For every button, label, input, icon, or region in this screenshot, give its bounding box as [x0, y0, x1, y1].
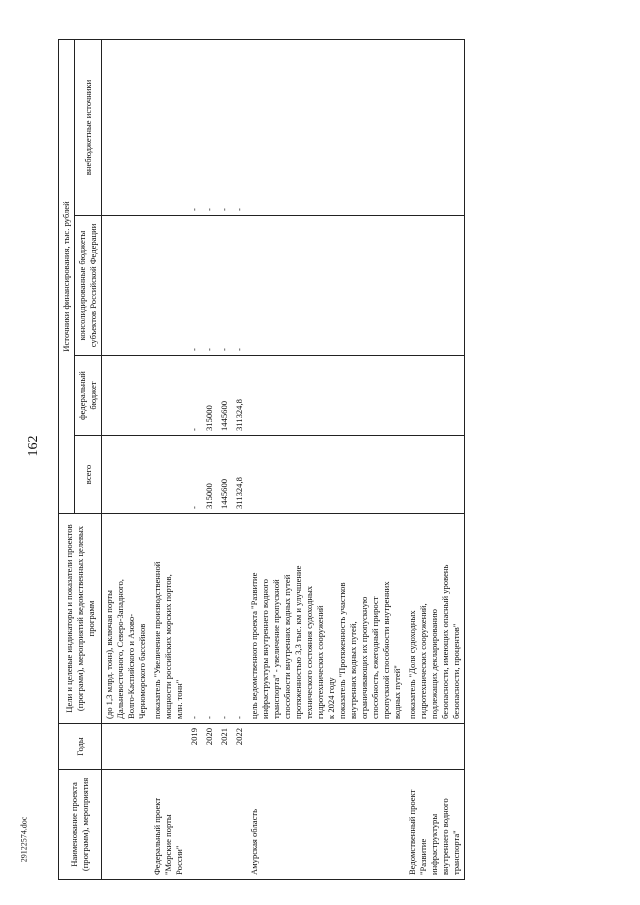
cell-federal [405, 356, 465, 436]
cell-total: 1445600 [217, 436, 232, 514]
cell-year: 2021 [217, 724, 232, 770]
cell-goal: - [232, 514, 247, 724]
cell-goal: цель ведомственного проекта "Развитие инфраструктуры внутреннего водного транспорта" - увеличение пропускной способности внутренних водных путей протяженностью 3,3 тыс. км и улучшение технического состояния судоходных гидротехнических сооружений к 2024 году показатель "Протяженность участков внутренних водных путей, ограничивающих их пропускную способность, ежегодный прирост пропускной способности внутренних водных путей" [247, 514, 405, 724]
cell-federal: 311324,8 [232, 356, 247, 436]
cell-federal: 315000 [202, 356, 217, 436]
cell-total [102, 436, 151, 514]
cell-total [150, 436, 187, 514]
cell-name [102, 770, 151, 880]
header-funding-sources: Источники финансирования, тыс. рублей [59, 39, 75, 513]
cell-name [217, 770, 232, 880]
cell-name [232, 770, 247, 880]
document-code: 29122574.doc [19, 816, 29, 863]
cell-federal [102, 356, 151, 436]
cell-extra: - [187, 39, 202, 215]
cell-total [405, 436, 465, 514]
cell-extra [150, 39, 187, 215]
cell-name [202, 770, 217, 880]
cell-regional [150, 216, 187, 356]
page-number: 162 [26, 435, 41, 457]
cell-extra [405, 39, 465, 215]
cell-extra: - [202, 39, 217, 215]
rotated-table-container [58, 40, 598, 880]
header-years: Годы [59, 724, 102, 770]
cell-goal: - [187, 514, 202, 724]
header-federal-budget: федеральный бюджет [75, 356, 102, 436]
table-row [202, 39, 217, 879]
funding-table [58, 39, 465, 880]
header-total: всего [75, 436, 102, 514]
cell-year [102, 724, 151, 770]
cell-total: 315000 [202, 436, 217, 514]
cell-regional [405, 216, 465, 356]
cell-total [247, 436, 405, 514]
cell-year [405, 724, 465, 770]
table-row [102, 39, 151, 879]
cell-year [247, 724, 405, 770]
cell-federal [247, 356, 405, 436]
cell-goal: (до 1,3 млрд. тонн), включая порты Дальневосточного, Северо-Западного, Волго-Каспийского и Азово- Черноморского бассейнов [102, 514, 151, 724]
cell-regional [102, 216, 151, 356]
cell-extra: - [232, 39, 247, 215]
table-row [187, 39, 202, 879]
cell-extra [102, 39, 151, 215]
cell-goal: показатель "Доля судоходных гидротехнических сооружений, подлежащих декларированию безопасности, имеющих опасный уровень безопасности, процентов" [405, 514, 465, 724]
header-regional-budgets: консолидированные бюджеты субъектов Российской Федерации [75, 216, 102, 356]
cell-total: - [187, 436, 202, 514]
cell-name: Ведомственный проект "Развитие инфраструктуры внутреннего водного транспорта" [405, 770, 465, 880]
cell-year [150, 724, 187, 770]
cell-name [187, 770, 202, 880]
cell-extra: - [217, 39, 232, 215]
cell-regional: - [187, 216, 202, 356]
cell-regional [247, 216, 405, 356]
cell-year: 2019 [187, 724, 202, 770]
cell-federal: 1445600 [217, 356, 232, 436]
header-extrabudgetary: внебюджетные источники [75, 39, 102, 215]
cell-year: 2020 [202, 724, 217, 770]
cell-goal: - [217, 514, 232, 724]
cell-regional: - [217, 216, 232, 356]
cell-total: 311324,8 [232, 436, 247, 514]
cell-regional: - [232, 216, 247, 356]
cell-federal [150, 356, 187, 436]
table-row [405, 39, 465, 879]
cell-year: 2022 [232, 724, 247, 770]
cell-regional: - [202, 216, 217, 356]
table-row [150, 39, 187, 879]
table-row [247, 39, 405, 879]
table-row [217, 39, 232, 879]
header-goals: Цели и целевые индикаторы и показатели проектов (программ), мероприятий ведомственных целевых программ [59, 514, 102, 724]
table-row [232, 39, 247, 879]
header-project-name: Наименование проекта (программ), мероприятия [59, 770, 102, 880]
cell-name: Федеральный проект "Морские порты России" [150, 770, 187, 880]
cell-goal: показатель "Увеличение производственной мощности российских морских портов, млн. тонн" [150, 514, 187, 724]
cell-goal: - [202, 514, 217, 724]
cell-name: Амурская область [247, 770, 405, 880]
cell-federal: - [187, 356, 202, 436]
cell-extra [247, 39, 405, 215]
